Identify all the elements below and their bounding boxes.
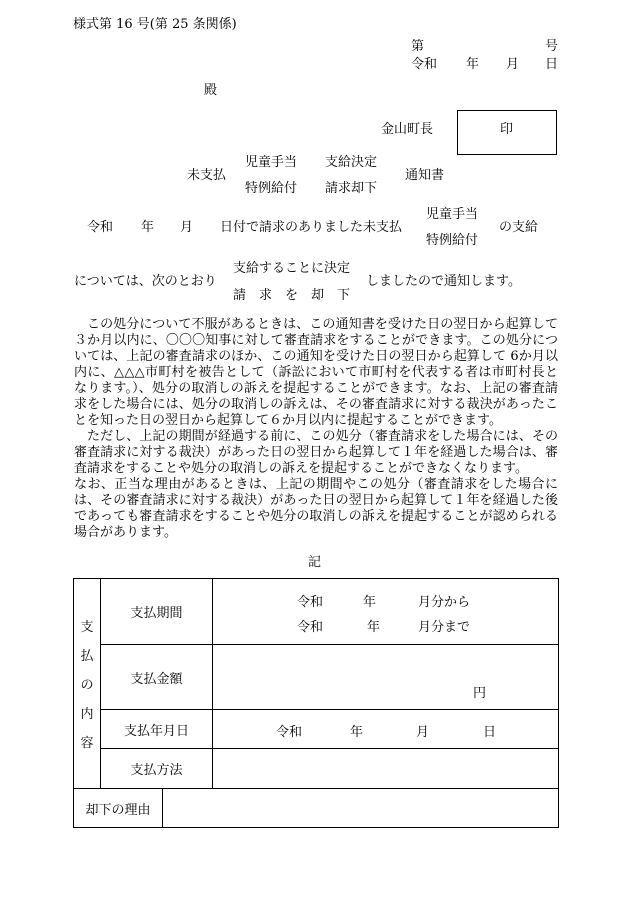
doc-number-prefix: 第	[411, 39, 425, 54]
appeal-paragraph-1: この処分について不服があるときは、この通知書を受けた日の翌日から起算して３か月以内に、〇〇〇知事に対して審査請求をすることができます。この処分については、上記の審査請求のほか、この通知を受けた日の翌日から起算して 6か月以内に、△△△市町村を被告として（訴訟において市町村を代表する者は市町村長となります。）、処分の取消しの訴えを提起することができます。なお、上記の審査請求をした場合には、処分の取消しの訴えは、その審査請求に対する裁決があったことを知った日の翌日から起算して６か月以内に提起することができます。	[74, 317, 558, 428]
line1-option-child-allowance: 児童手当	[426, 207, 479, 222]
title-option-payment-decision: 支給決定	[325, 155, 378, 170]
rejection-reason-label: 却下の理由	[74, 789, 163, 828]
side-label-char: 払	[80, 649, 94, 664]
line1-month-unit: 月	[180, 220, 194, 235]
date-year-unit: 年	[466, 57, 480, 72]
line1-year-unit: 年	[141, 220, 155, 235]
period-from-era: 令和	[297, 595, 324, 610]
payment-date-era: 令和	[276, 725, 303, 740]
appeal-paragraph-3: なお、正当な理由があるときは、上記の期間やこの処分（審査請求をした場合には、その審査請求に対する裁決）があった日の翌日から起算して１年を経過した後であっても審査請求をすることや処分の取消しの訴えを提起することが認められる場合があります。	[74, 477, 558, 540]
payment-amount-label: 支払金額	[101, 645, 213, 710]
payment-method-field	[213, 749, 559, 789]
line2-suffix: しましたので通知します。	[366, 274, 521, 289]
date-month-unit: 月	[506, 57, 520, 72]
payment-amount-field	[213, 645, 559, 710]
doc-number-suffix: 号	[545, 39, 559, 54]
line2-option-claim-rejected: 請 求 を 却 下	[233, 288, 351, 303]
rejection-reason-field	[163, 789, 559, 828]
payment-date-field	[213, 710, 559, 749]
payment-date-label: 支払年月日	[101, 710, 213, 749]
line1-middle-text: 日付で請求のありました未支払	[220, 220, 403, 235]
appeal-notice	[74, 317, 558, 541]
amount-unit: 円	[473, 686, 487, 701]
ki-heading: 記	[308, 555, 322, 570]
addressee-suffix: 殿	[204, 83, 218, 98]
appeal-paragraph-2: ただし、上記の期間が経過する前に、この処分（審査請求をした場合には、その審査請求に対する裁決）があった日の翌日から起算して１年を経過した場合は、審査請求をすることや処分の取消しの訴えを提起することができなくなります。	[74, 429, 558, 476]
period-from-suffix: 月分から	[418, 595, 471, 610]
period-to-suffix: 月分まで	[418, 620, 471, 635]
line1-option-special-benefit: 特例給付	[426, 233, 479, 248]
line2-option-payment-decision: 支給することに決定	[233, 261, 351, 276]
line2-prefix: については、次のとおり	[74, 274, 217, 289]
side-label-char: の	[80, 678, 94, 693]
title-option-special-benefit: 特例給付	[245, 181, 298, 196]
period-to-era: 令和	[297, 620, 324, 635]
payment-period-field	[213, 579, 559, 645]
issuer-name: 金山町長	[381, 122, 434, 137]
line1-suffix: の支給	[499, 220, 539, 235]
side-label-char: 内	[80, 707, 94, 722]
period-from-year-unit: 年	[363, 595, 377, 610]
seal-mark: 印	[500, 122, 514, 137]
title-prefix: 未支払	[187, 168, 227, 183]
payment-method-label: 支払方法	[101, 749, 213, 789]
payment-period-label: 支払期間	[101, 579, 213, 645]
title-option-claim-rejected: 請求却下	[325, 181, 378, 196]
payment-contents-side-label	[74, 579, 101, 789]
period-to-year-unit: 年	[367, 620, 381, 635]
payment-details-table	[73, 578, 559, 828]
side-label-char: 支	[80, 620, 94, 635]
side-label-char: 容	[80, 736, 94, 751]
form-number: 様式第 16 号(第 25 条関係)	[73, 17, 237, 32]
line1-era: 令和	[87, 220, 114, 235]
title-suffix: 通知書	[405, 168, 445, 183]
date-day-unit: 日	[545, 57, 559, 72]
payment-date-year-unit: 年	[350, 725, 364, 740]
payment-date-day-unit: 日	[483, 725, 497, 740]
title-option-child-allowance: 児童手当	[245, 155, 298, 170]
payment-date-month-unit: 月	[416, 725, 430, 740]
date-era: 令和	[411, 57, 438, 72]
